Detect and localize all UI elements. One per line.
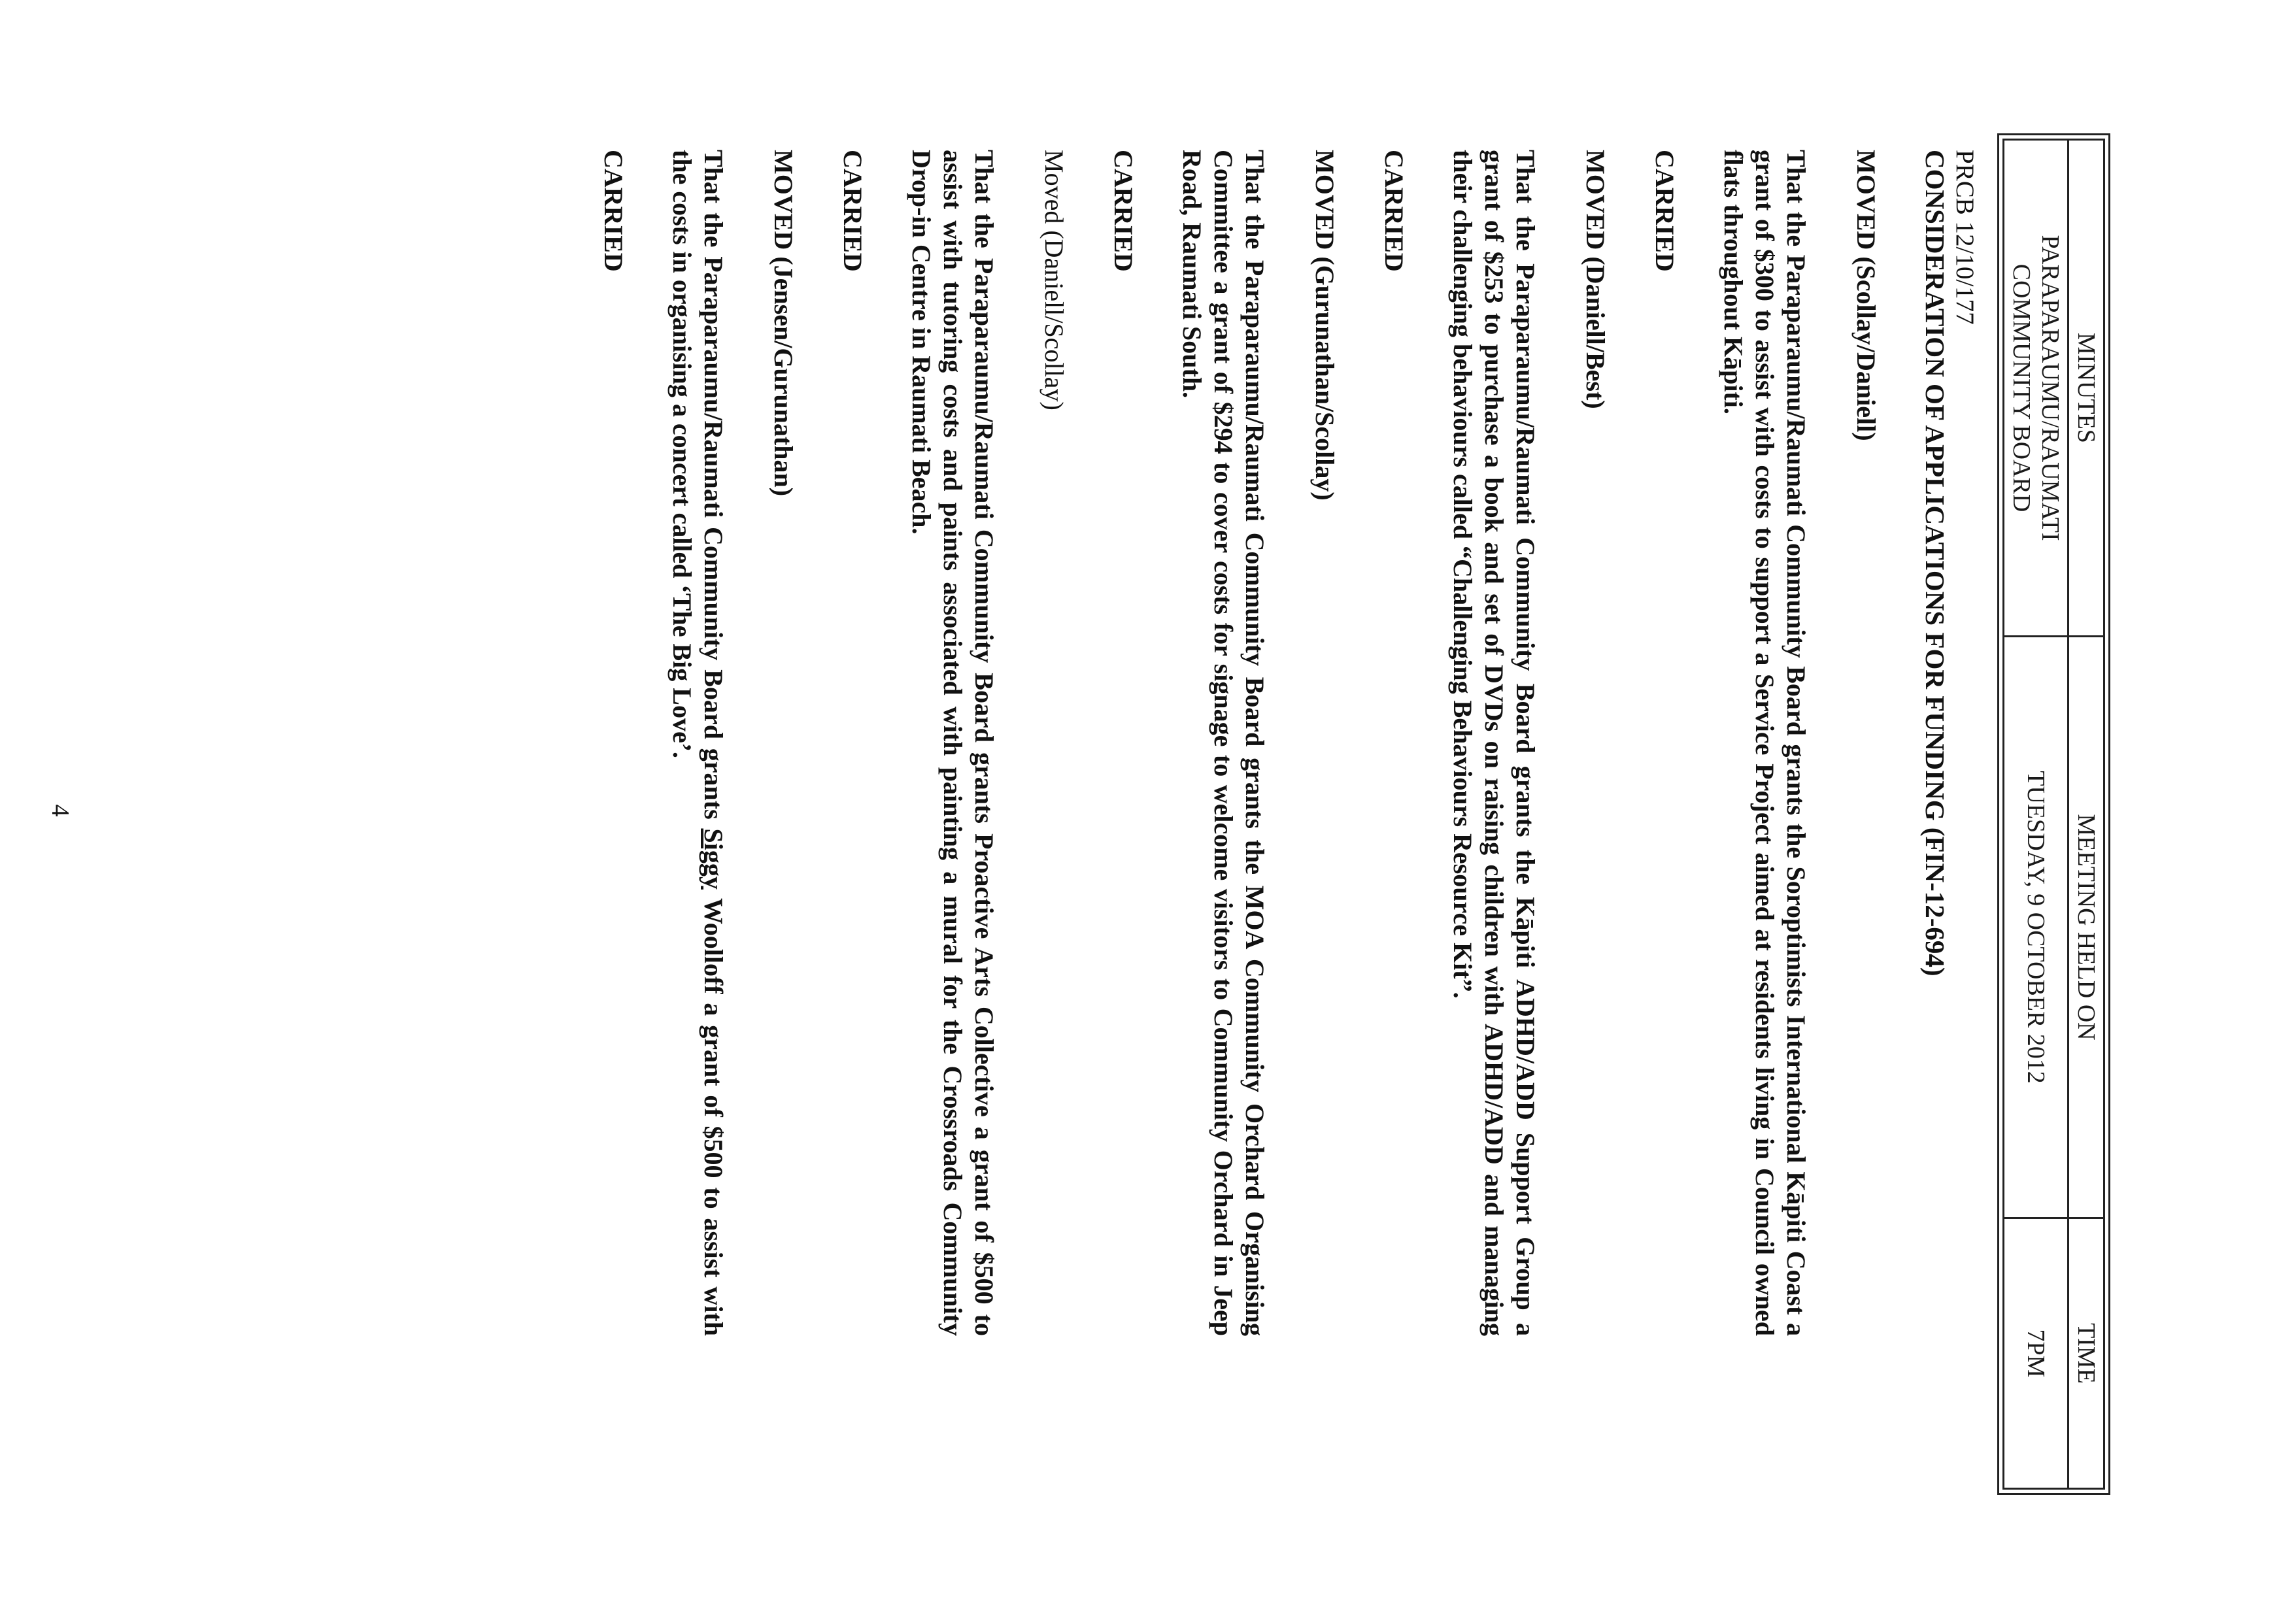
resolution-text-end: Woolloff a grant of $500 to assist with the costs in organising a concert called ‘The Big Love’. [667,150,728,1336]
motion-resolution [666,150,729,1336]
meeting-time-cell: 7PM [2004,1218,2068,1489]
meeting-held-on-column-heading: MEETING HELD ON [2068,637,2104,1218]
motion-resolution: That the Paraparaumu/Raumati Community Board grants the Kāpiti ADHD/ADD Support Group a grant of $253 to purchase a book and set of DVDs on raising children with ADHD/ADD and managing their challenging behaviours called “Challenging Behaviours Resource Kit”. [1448,150,1540,1336]
minutes-body [559,150,1979,1336]
motion-mover: MOVED (Jensen/Gurunathan) [769,150,798,497]
motion-mover: MOVED (Gurunathan/Scollay) [1310,150,1340,501]
board-name-line-1: PARAPARAUMU/RAUMATI [2036,235,2064,541]
motion-5 [598,150,798,1336]
motion-resolution: That the Paraparaumu/Raumati Community Board grants Proactive Arts Collective a grant of $500 to assist with tutoring costs and paints associated with painting a mural for the Crossroads Community Drop-in Centre in Raumati Beach. [907,150,999,1336]
minutes-header-table [2002,139,2105,1490]
underlined-name: Siggy [699,828,728,890]
motion-4 [837,150,1069,1336]
motion-3 [1108,150,1340,1336]
motion-result: CARRIED [599,150,628,272]
motion-2 [1379,150,1610,1336]
resolution-text-start: That the Paraparaumu/Raumati Community Board grants [699,150,728,829]
motion-mover: MOVED (Daniell/Best) [1581,150,1610,409]
motion-result: CARRIED [1650,150,1680,272]
motion-1 [1649,150,1881,1336]
motion-mover: Moved (Daniell/Scollay) [1039,150,1069,410]
board-name-line-2: COMMUNITY BOARD [2008,263,2035,512]
time-column-heading: TIME [2068,1218,2104,1489]
motion-resolution: That the Paraparaumu/Raumati Community Board grants the Soroptimists International Kāpiti Coast a grant of $300 to assist with costs to support a Service Project aimed at residents living in Council owned flats throughout Kāpiti. [1719,150,1811,1336]
meeting-date-cell: TUESDAY, 9 OCTOBER 2012 [2004,637,2068,1218]
motion-result: CARRIED [1109,150,1138,272]
item-reference: PRCB 12/10/177 [1951,150,1979,325]
section-title: CONSIDERATION OF APPLICATIONS FOR FUNDING (FIN-12-694) [1920,150,1950,977]
motion-result: CARRIED [1379,150,1409,272]
motion-mover: MOVED (Scollay/Daniell) [1851,150,1881,441]
motion-result: CARRIED [838,150,868,272]
board-name-cell [2004,140,2068,637]
motion-resolution: That the Paraparaumu/Raumati Community Board grants the MOA Community Orchard Organising Committee a grant of $294 to cover costs for signage to welcome visitors to Community Orchard in Jeep Road, Raumati South. [1177,150,1270,1336]
minutes-column-heading: MINUTES [2068,140,2104,637]
page-number: 4 [46,804,74,817]
